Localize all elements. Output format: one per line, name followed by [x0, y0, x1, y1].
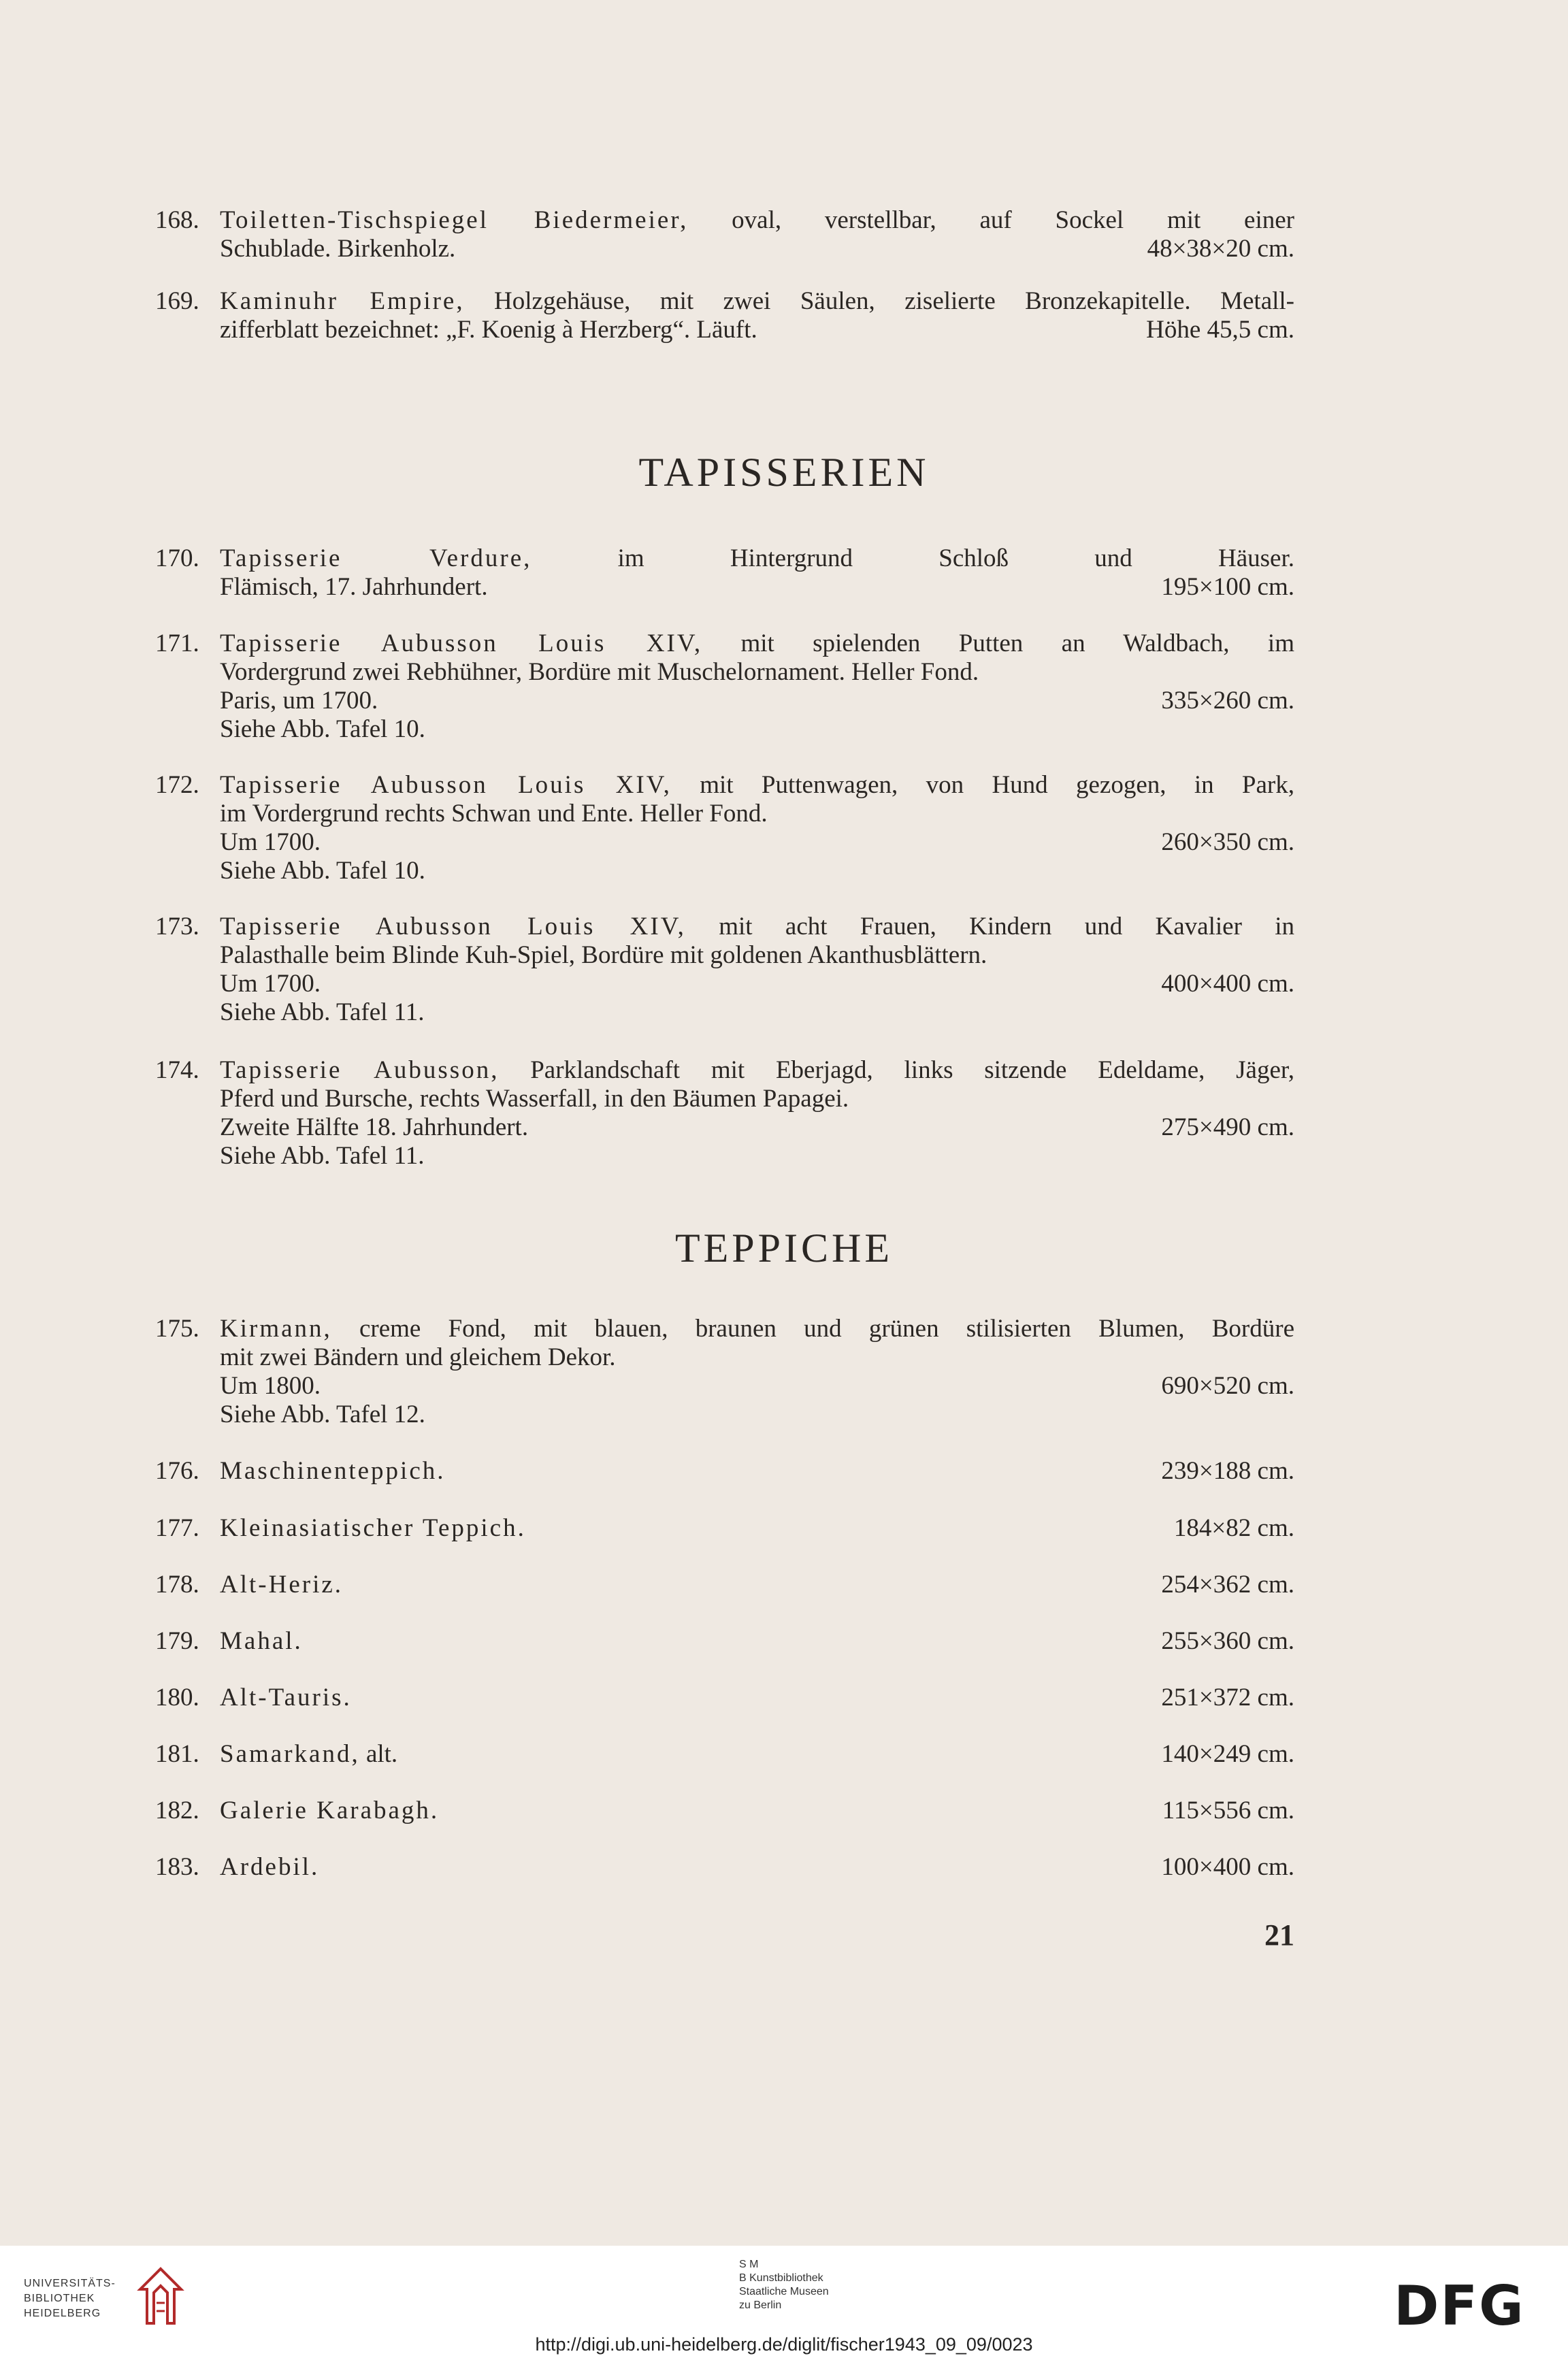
entry-description: Palasthalle beim Blinde Kuh-Spiel, Bordüre mit goldenen Akanthusblättern. — [220, 941, 987, 969]
entry-description: Parklandschaft mit Eberjagd, links sitzende Edeldame, Jäger, — [499, 1056, 1294, 1084]
entry-dimensions: 115×556 cm. — [1162, 1797, 1294, 1824]
entry-line — [220, 1372, 1294, 1401]
entry-text — [220, 287, 1294, 344]
entry-description: creme Fond, mit blauen, braunen und grünen stilisierten Blumen, Bordüre — [331, 1315, 1294, 1343]
museum-credit — [739, 2258, 829, 2312]
entry-line-content — [220, 998, 425, 1026]
entry-line — [220, 206, 1294, 235]
entry-number: 176. — [155, 1457, 199, 1485]
sm-line: B Kunstbibliothek — [739, 2272, 823, 2284]
entry-title: Samarkand, — [220, 1740, 360, 1768]
entry-title: Maschinenteppich. — [220, 1457, 446, 1485]
entry-text — [220, 1740, 1294, 1769]
entry-title: Kaminuhr Empire, — [220, 287, 465, 315]
library-logo-icon — [133, 2262, 188, 2330]
entry-description: Siehe Abb. Tafel 10. — [220, 857, 425, 885]
entry-line-content — [220, 235, 455, 263]
entry-dimensions: 184×82 cm. — [1173, 1514, 1294, 1542]
entry-line-content — [220, 941, 987, 969]
entry-description: Pferd und Bursche, rechts Wasserfall, in den Bäumen Papagei. — [220, 1085, 849, 1113]
entry-line — [220, 1056, 1294, 1085]
entry-line-content — [220, 1343, 616, 1371]
entry-description: oval, verstellbar, auf Sockel mit einer — [688, 206, 1294, 234]
entry-line — [220, 687, 1294, 715]
ub-line: HEIDELBERG — [24, 2308, 101, 2319]
entry-line — [220, 573, 1294, 602]
entry-line — [220, 544, 1294, 573]
entry-line — [220, 1401, 1294, 1429]
entry-description: zifferblatt bezeichnet: „F. Koenig à Herzberg“. Läuft. — [220, 316, 757, 344]
entry-text — [220, 1797, 1294, 1825]
entry-title: Ardebil. — [220, 1853, 320, 1881]
entry-line-content — [220, 1740, 397, 1768]
entry-dimensions: Höhe 45,5 cm. — [1146, 316, 1294, 344]
entry-title: Kirmann, — [220, 1315, 332, 1343]
entry-dimensions: 255×360 cm. — [1161, 1627, 1294, 1655]
entry-text — [220, 206, 1294, 263]
entry-number: 173. — [155, 913, 199, 940]
entry-title: Tapisserie Verdure, — [220, 544, 532, 572]
sm-line: zu Berlin — [739, 2299, 782, 2311]
entry-dimensions: 690×520 cm. — [1161, 1372, 1294, 1400]
entry-title: Tapisserie Aubusson, — [220, 1056, 500, 1084]
entry-dimensions: 400×400 cm. — [1161, 970, 1294, 998]
entry-line-content — [220, 1315, 1294, 1343]
entry-line-content — [220, 1372, 321, 1400]
entry-title: Kleinasiatischer Teppich. — [220, 1514, 526, 1542]
footer-bar — [0, 2246, 1568, 2358]
entry-line — [220, 1684, 1294, 1712]
entry-dimensions: 100×400 cm. — [1161, 1853, 1294, 1881]
entry-line-content — [220, 1401, 425, 1428]
entry-description: Vordergrund zwei Rebhühner, Bordüre mit Muschelornament. Heller Fond. — [220, 658, 979, 686]
entry-line — [220, 941, 1294, 970]
entry-dimensions: 251×372 cm. — [1161, 1684, 1294, 1712]
entry-number: 174. — [155, 1056, 199, 1084]
entry-text — [220, 771, 1294, 885]
entry-line-content — [220, 1684, 352, 1712]
entry-line-content — [220, 1514, 526, 1542]
entry-text — [220, 1315, 1294, 1429]
entry-line-content — [220, 687, 378, 715]
ub-line: BIBLIOTHEK — [24, 2293, 95, 2304]
entry-text — [220, 1056, 1294, 1170]
entry-number: 181. — [155, 1740, 199, 1768]
entry-line — [220, 771, 1294, 800]
entry-line-content — [220, 1085, 849, 1113]
entry-number: 177. — [155, 1514, 199, 1542]
entry-number: 172. — [155, 771, 199, 799]
entry-dimensions: 48×38×20 cm. — [1147, 235, 1294, 263]
entry-description: mit zwei Bändern und gleichem Dekor. — [220, 1343, 616, 1371]
entry-dimensions: 140×249 cm. — [1161, 1740, 1294, 1768]
entry-description: Flämisch, 17. Jahrhundert. — [220, 573, 488, 601]
entry-description: mit spielenden Putten an Waldbach, im — [702, 629, 1294, 657]
entry-line-content — [220, 715, 425, 743]
entry-title: Alt-Heriz. — [220, 1571, 344, 1599]
sm-line: S M — [739, 2259, 759, 2270]
entry-line — [220, 998, 1294, 1027]
entry-description: Siehe Abb. Tafel 10. — [220, 715, 425, 743]
entry-text — [220, 913, 1294, 1027]
entry-number: 180. — [155, 1684, 199, 1712]
entry-title: Alt-Tauris. — [220, 1684, 352, 1712]
entry-line — [220, 1113, 1294, 1142]
entry-number: 179. — [155, 1627, 199, 1655]
entry-text — [220, 1627, 1294, 1656]
section-heading-tapisserien: TAPISSERIEN — [638, 450, 930, 495]
entry-line — [220, 1571, 1294, 1599]
entry-line — [220, 1315, 1294, 1343]
entry-dimensions: 260×350 cm. — [1161, 828, 1294, 856]
entry-line — [220, 287, 1294, 316]
entry-line-content — [220, 544, 1294, 572]
entry-line-content — [220, 913, 1294, 940]
entry-line-content — [220, 828, 321, 856]
entry-number: 178. — [155, 1571, 199, 1599]
entry-dimensions: 254×362 cm. — [1161, 1571, 1294, 1599]
entry-line-content — [220, 1797, 439, 1824]
entry-line-content — [220, 1056, 1294, 1084]
entry-text — [220, 1571, 1294, 1599]
entry-dimensions: 239×188 cm. — [1161, 1457, 1294, 1485]
dfg-logo: DFG — [1394, 2274, 1525, 2338]
entry-text — [220, 1514, 1294, 1543]
entry-description: Paris, um 1700. — [220, 687, 378, 715]
entry-description: Um 1700. — [220, 970, 321, 998]
entry-number: 168. — [155, 206, 199, 234]
entry-description: mit acht Frauen, Kindern und Kavalier in — [685, 913, 1294, 940]
section-heading-teppiche: TEPPICHE — [674, 1226, 894, 1271]
entry-line — [220, 1797, 1294, 1825]
source-url-link[interactable]: http://digi.ub.uni-heidelberg.de/diglit/fischer1943_09_09/0023 — [535, 2334, 1033, 2355]
entry-line — [220, 913, 1294, 941]
entry-line — [220, 1085, 1294, 1113]
entry-title: Tapisserie Aubusson Louis XIV, — [220, 913, 686, 940]
entry-line-content — [220, 1113, 528, 1141]
entry-line — [220, 857, 1294, 885]
entry-description: Siehe Abb. Tafel 11. — [220, 1142, 425, 1170]
entry-line-content — [220, 206, 1294, 234]
entry-line-content — [220, 857, 425, 885]
entry-text — [220, 544, 1294, 602]
entry-line — [220, 1627, 1294, 1656]
entry-line — [220, 1740, 1294, 1769]
entry-line — [220, 828, 1294, 857]
entry-line-content — [220, 287, 1294, 315]
entry-description: Schublade. Birkenholz. — [220, 235, 456, 263]
entry-line — [220, 970, 1294, 998]
entry-line-content — [220, 1627, 303, 1655]
entry-description: Um 1800. — [220, 1372, 321, 1400]
entry-number: 169. — [155, 287, 199, 315]
entry-description: im Vordergrund rechts Schwan und Ente. Heller Fond. — [220, 800, 768, 828]
entry-text — [220, 1457, 1294, 1486]
entry-description: im Hintergrund Schloß und Häuser. — [532, 544, 1294, 572]
entry-description: Um 1700. — [220, 828, 321, 856]
entry-line — [220, 629, 1294, 658]
entry-title: Tapisserie Aubusson Louis XIV, — [220, 771, 672, 799]
entry-number: 170. — [155, 544, 199, 572]
entry-line — [220, 715, 1294, 744]
entry-description: mit Puttenwagen, von Hund gezogen, in Park, — [671, 771, 1294, 799]
entry-line — [220, 800, 1294, 828]
entry-description: Siehe Abb. Tafel 11. — [220, 998, 425, 1026]
entry-line — [220, 235, 1294, 263]
entry-dimensions: 195×100 cm. — [1161, 573, 1294, 601]
entry-line — [220, 316, 1294, 344]
entry-number: 175. — [155, 1315, 199, 1343]
ub-line: UNIVERSITÄTS- — [24, 2278, 116, 2289]
page-number: 21 — [1264, 1918, 1294, 1952]
entry-line-content — [220, 800, 768, 828]
entry-description: alt. — [359, 1740, 398, 1768]
entry-description: Holzgehäuse, mit zwei Säulen, ziselierte Bronzekapitelle. Metall- — [464, 287, 1294, 315]
entry-line — [220, 1514, 1294, 1543]
entry-line — [220, 658, 1294, 687]
entry-title: Mahal. — [220, 1627, 303, 1655]
entry-line-content — [220, 316, 757, 344]
entry-line — [220, 1457, 1294, 1486]
sm-line: Staatliche Museen — [739, 2286, 829, 2297]
entry-number: 171. — [155, 629, 199, 657]
entry-text — [220, 629, 1294, 744]
entry-number: 183. — [155, 1853, 199, 1881]
entry-line — [220, 1343, 1294, 1372]
entry-description: Siehe Abb. Tafel 12. — [220, 1401, 425, 1428]
entry-title: Toiletten-Tischspiegel Biedermeier, — [220, 206, 689, 234]
entry-line-content — [220, 1142, 425, 1170]
entry-text — [220, 1853, 1294, 1882]
university-library-name — [24, 2276, 116, 2321]
entry-text — [220, 1684, 1294, 1712]
entry-line-content — [220, 1457, 446, 1485]
entry-line-content — [220, 970, 321, 998]
entry-line — [220, 1853, 1294, 1882]
entry-title: Galerie Karabagh. — [220, 1797, 440, 1824]
entry-dimensions: 335×260 cm. — [1161, 687, 1294, 715]
entry-line-content — [220, 1853, 319, 1881]
entry-line-content — [220, 658, 979, 686]
entry-description: Zweite Hälfte 18. Jahrhundert. — [220, 1113, 529, 1141]
entry-dimensions: 275×490 cm. — [1161, 1113, 1294, 1141]
entry-line-content — [220, 629, 1294, 657]
entry-line — [220, 1142, 1294, 1170]
entry-number: 182. — [155, 1797, 199, 1824]
entry-line-content — [220, 1571, 343, 1599]
entry-title: Tapisserie Aubusson Louis XIV, — [220, 629, 703, 657]
entry-line-content — [220, 771, 1294, 799]
entry-line-content — [220, 573, 488, 601]
